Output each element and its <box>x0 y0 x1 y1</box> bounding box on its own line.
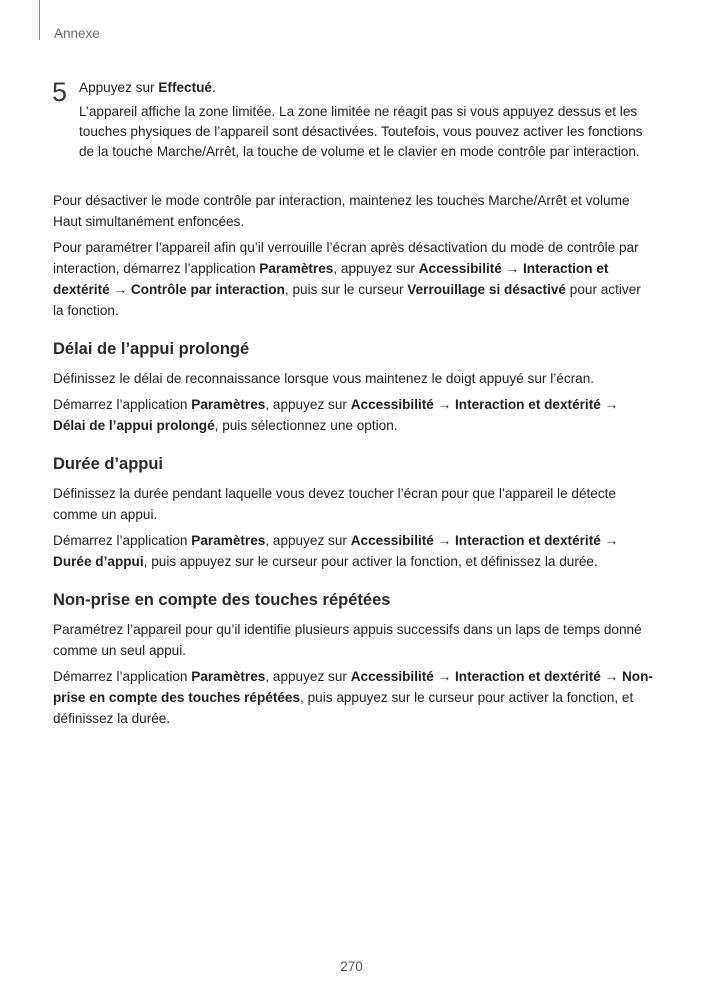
text: , appuyez sur <box>333 261 419 276</box>
ui-term: Interaction et dextérité <box>455 669 601 684</box>
section-title: Délai de l’appui prolongé <box>53 340 250 358</box>
arrow: → <box>433 397 455 412</box>
ui-term: Durée d’appui <box>53 554 144 569</box>
page-number: 270 <box>340 959 363 974</box>
intro-paragraph-2 <box>53 237 653 321</box>
section-ignore-repeated-touches <box>53 589 653 729</box>
step-description: L’appareil affiche la zone limitée. La zone limitée ne réagit pas si vous appuyez dessus et les touches physiques de l’appareil sont désactivées. Toutefois, vous pouvez activer les fonctions de la touche Marche/Arrêt, la touche de volume et le clavier en mode contrôle par interaction. <box>79 104 643 159</box>
arrow: → <box>433 533 455 548</box>
text: , appuyez sur <box>265 669 351 684</box>
text: Démarrez l’application <box>53 533 192 548</box>
ui-term: Interaction et dextérité <box>455 397 601 412</box>
text: , appuyez sur <box>265 397 351 412</box>
arrow: → <box>501 261 524 276</box>
arrow: → <box>109 282 131 297</box>
text: , appuyez sur <box>265 533 351 548</box>
section-instructions <box>53 530 653 572</box>
ui-term: Contrôle par interaction <box>130 282 285 297</box>
section-instructions <box>53 666 653 729</box>
arrow: → <box>433 669 455 684</box>
ui-term: Paramètres <box>191 533 266 548</box>
arrow: → <box>600 397 619 412</box>
text: . <box>211 80 216 95</box>
header-rule <box>39 0 40 40</box>
text: , puis appuyez sur le curseur pour activer la fonction, et définissez la durée. <box>53 690 634 726</box>
section-description: Paramétrez l’appareil pour qu’il identifie plusieurs appuis successifs dans un laps de temps donné comme un seul appui. <box>53 622 642 658</box>
intro-paragraph-1: Pour désactiver le mode contrôle par interaction, maintenez les touches Marche/Arrêt et volume Haut simultanément enfoncées. <box>53 193 630 229</box>
text: pour activer la fonction. <box>53 282 641 318</box>
arrow: → <box>600 533 619 548</box>
section-description: Définissez la durée pendant laquelle vous devez toucher l’écran pour que l’appareil le détecte comme un appui. <box>53 486 616 522</box>
ui-term: Interaction et dextérité <box>53 261 609 297</box>
ui-term: Accessibilité <box>350 397 434 412</box>
step-5 <box>52 78 652 166</box>
ui-term: Accessibilité <box>350 669 434 684</box>
text: , puis appuyez sur le curseur pour activer la fonction, et définissez la durée. <box>143 554 598 569</box>
text: Pour paramétrer l’appareil afin qu’il verrouille l’écran après désactivation du mode de contrôle par interaction, démarrez l’application <box>53 240 639 276</box>
ui-term: Non-prise en compte des touches répétées <box>53 669 653 705</box>
text: Démarrez l’application <box>53 397 192 412</box>
main-content <box>53 190 653 734</box>
ui-term: Interaction et dextérité <box>455 533 601 548</box>
section-header: Annexe <box>54 26 100 41</box>
text: , puis sur le curseur <box>284 282 408 297</box>
ui-term: Paramètres <box>259 261 334 276</box>
text: Démarrez l’application <box>53 669 192 684</box>
step-number: 5 <box>52 77 68 107</box>
section-tap-duration <box>53 453 653 572</box>
ui-term: Délai de l’appui prolongé <box>53 418 215 433</box>
ui-term: Accessibilité <box>350 533 434 548</box>
section-description: Définissez le délai de reconnaissance lorsque vous maintenez le doigt appuyé sur l’écran. <box>53 371 595 386</box>
arrow: → <box>600 669 622 684</box>
ui-term: Paramètres <box>191 397 266 412</box>
section-title: Non-prise en compte des touches répétées <box>53 591 391 609</box>
section-instructions <box>53 394 653 436</box>
ui-term: Effectué <box>158 80 212 95</box>
section-long-press-delay <box>53 338 653 436</box>
ui-term: Verrouillage si désactivé <box>407 282 566 297</box>
step-instruction <box>79 78 652 98</box>
ui-term: Accessibilité <box>418 261 502 276</box>
ui-term: Paramètres <box>191 669 266 684</box>
text: , puis sélectionnez une option. <box>214 418 398 433</box>
section-title: Durée d’appui <box>53 455 164 473</box>
text: Appuyez sur <box>79 80 159 95</box>
